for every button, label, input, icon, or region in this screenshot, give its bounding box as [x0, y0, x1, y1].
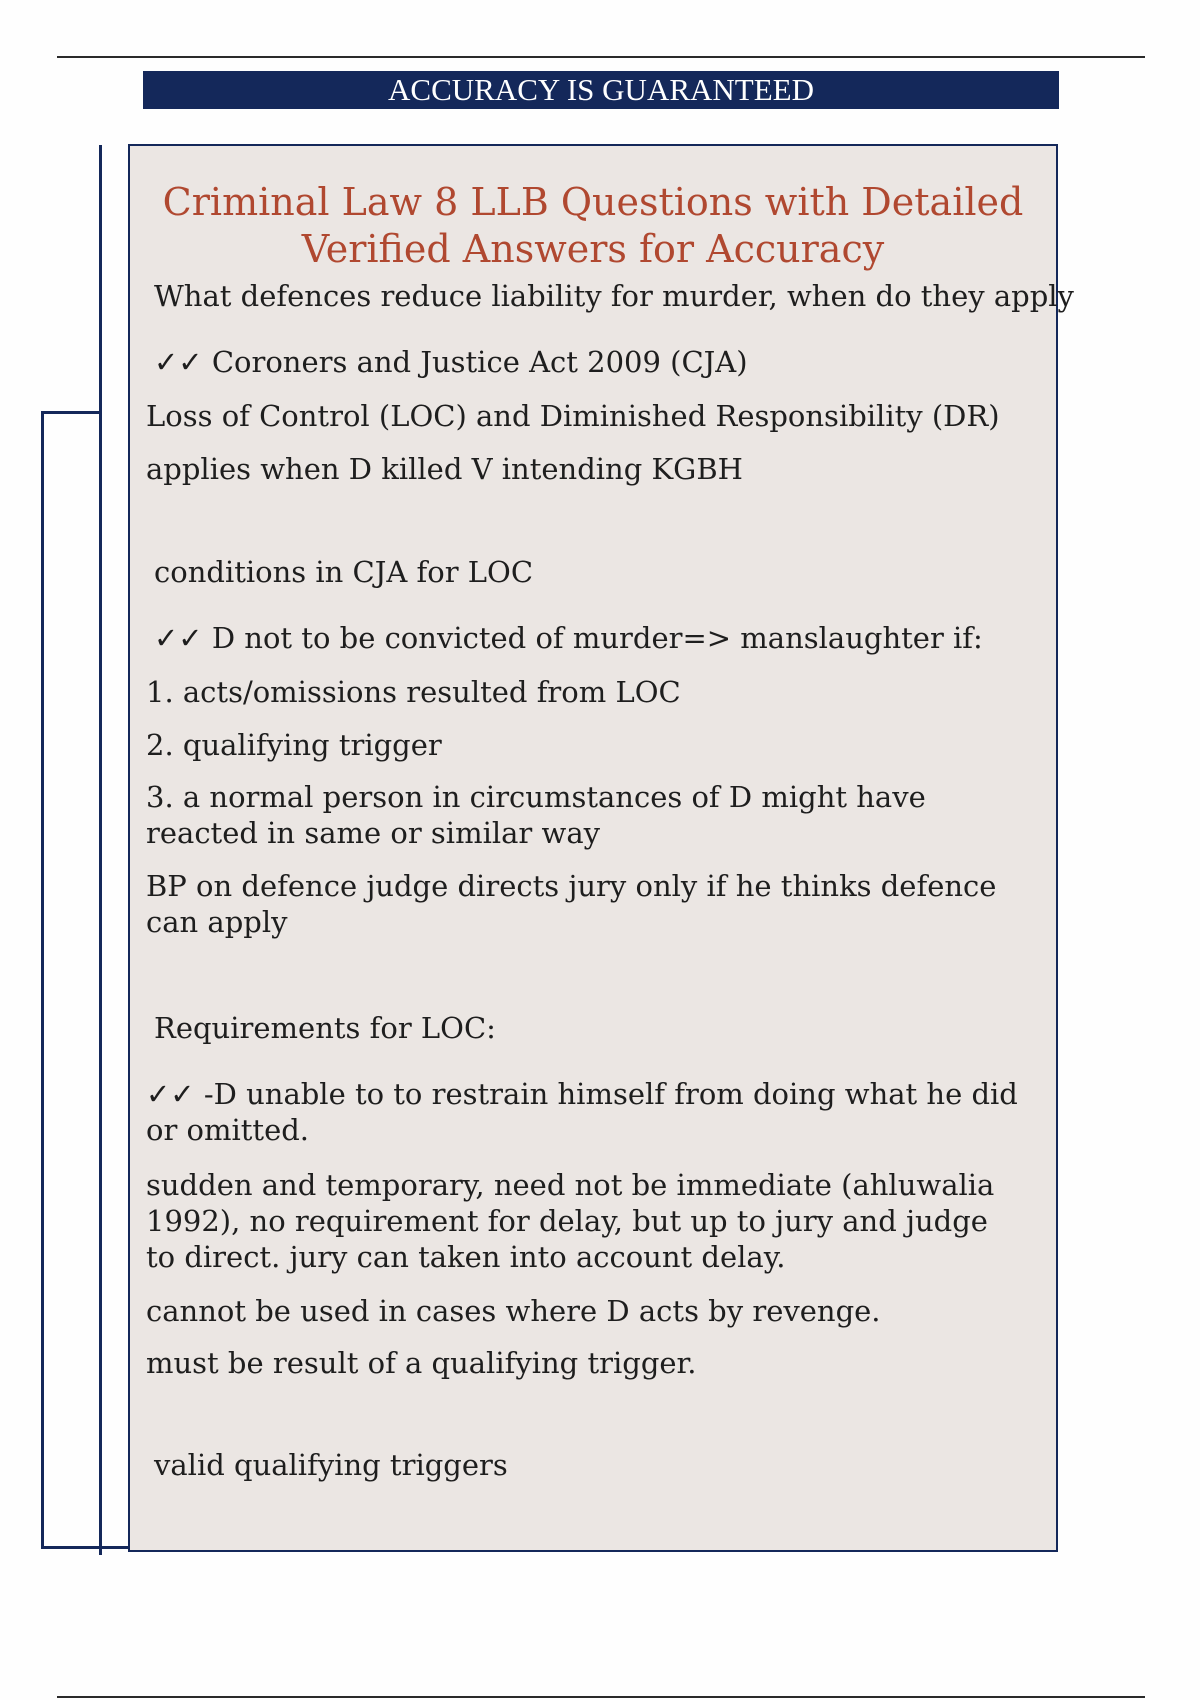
- document-title: Criminal Law 8 LLB Questions with Detailed Verified Answers for Accuracy: [162, 180, 1024, 271]
- bracket-vertical-inner: [99, 145, 102, 1555]
- question-qualifying-triggers: valid qualifying triggers: [154, 1448, 508, 1482]
- question-cja-conditions: conditions in CJA for LOC: [154, 555, 534, 589]
- bottom-rule: [57, 1696, 1145, 1698]
- answer-line: BP on defence judge directs jury only if he thinks defence can apply: [146, 869, 997, 939]
- answer-line: must be result of a qualifying trigger.: [146, 1346, 697, 1380]
- bracket-vertical-outer: [41, 411, 44, 1549]
- answer-line: sudden and temporary, need not be immediate (ahluwalia 1992), no requirement for delay, but up to jury and judge to direct. jury can taken into account delay.: [146, 1168, 995, 1274]
- answer-line: ✓✓ -D unable to to restrain himself from doing what he did or omitted.: [146, 1077, 1018, 1147]
- answer-line: 3. a normal person in circumstances of D might have reacted in same or similar way: [146, 780, 926, 850]
- question-defences: What defences reduce liability for murder, when do they apply: [154, 279, 1074, 313]
- question-loc-requirements: Requirements for LOC:: [154, 1011, 496, 1045]
- answer-line: applies when D killed V intending KGBH: [146, 452, 743, 486]
- answer-line: 1. acts/omissions resulted from LOC: [146, 675, 681, 709]
- answer-line: ✓✓ D not to be convicted of murder=> manslaughter if:: [154, 621, 983, 655]
- answer-line: ✓✓ Coroners and Justice Act 2009 (CJA): [154, 345, 748, 379]
- answer-line: 2. qualifying trigger: [146, 728, 442, 762]
- top-rule: [57, 56, 1145, 58]
- accuracy-banner: ACCURACY IS GUARANTEED: [143, 71, 1059, 109]
- answer-line: cannot be used in cases where D acts by revenge.: [146, 1294, 881, 1328]
- flashcard-panel: [128, 144, 1074, 1552]
- answer-line: Loss of Control (LOC) and Diminished Responsibility (DR): [146, 399, 1000, 433]
- bracket-top-arm: [42, 411, 102, 414]
